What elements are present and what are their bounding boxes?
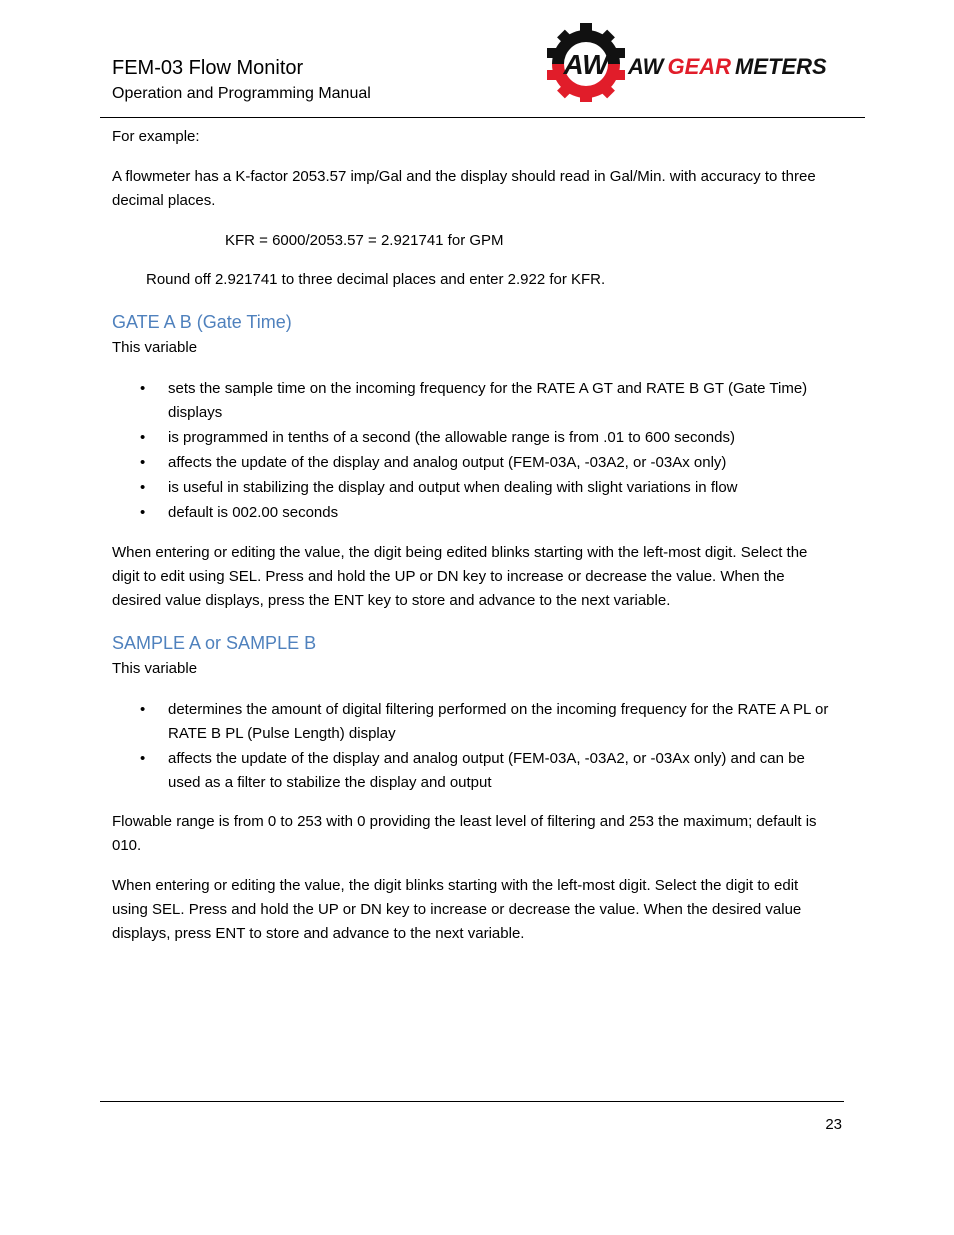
logo-brand-gear: GEAR bbox=[667, 54, 732, 79]
gate-intro: This variable bbox=[112, 339, 198, 356]
list-item: • affects the update of the display and analog output (FEM-03A, -03A2, or -03Ax only) bbox=[112, 451, 837, 475]
sample-range-text: Flowable range is from 0 to 253 with 0 providing the least level of filtering and 253 the maximum; default is 010. bbox=[112, 813, 817, 854]
list-item: • default is 002.00 seconds bbox=[112, 501, 837, 525]
example-text: A flowmeter has a K-factor 2053.57 imp/Gal and the display should read in Gal/Min. with accuracy to three decimal places. bbox=[112, 168, 816, 209]
page-number: 23 bbox=[825, 1116, 842, 1133]
logo-brand-meters: METERS bbox=[735, 54, 827, 79]
sample-heading: SAMPLE A or SAMPLE B bbox=[112, 633, 317, 653]
gate-bullet-list bbox=[112, 377, 837, 526]
gate-edit-text: When entering or editing the value, the digit being edited blinks starting with the left-most digit. Select the digit to edit using SEL. Press and hold the UP or DN key to increase or decrease the value. When the desired value displays, press the ENT key to store and advance to the next variable. bbox=[112, 544, 808, 609]
footer-divider bbox=[100, 1101, 844, 1102]
logo-brand-aw: AW bbox=[628, 54, 664, 79]
sample-bullet-list bbox=[112, 698, 837, 796]
sample-intro: This variable bbox=[112, 660, 198, 677]
list-item: • affects the update of the display and analog output (FEM-03A, -03A2, or -03Ax only) and can be used as a filter to stabilize the display and output bbox=[112, 747, 837, 795]
kfr-formula: KFR = 6000/2053.57 = 2.921741 for GPM bbox=[225, 232, 504, 249]
document-title: FEM-03 Flow Monitor bbox=[112, 57, 304, 79]
list-item: • is programmed in tenths of a second (the allowable range is from .01 to 600 seconds) bbox=[112, 426, 837, 450]
header-divider bbox=[100, 117, 865, 118]
list-item: • sets the sample time on the incoming frequency for the RATE A GT and RATE B GT (Gate Time) displays bbox=[112, 377, 837, 425]
gate-heading: GATE A B (Gate Time) bbox=[112, 312, 292, 332]
sample-edit-text: When entering or editing the value, the digit blinks starting with the left-most digit. Select the digit to edit using SEL. Press and hold the UP or DN key to increase or decrease the value. When the desired value displays, press ENT to store and advance to the next variable. bbox=[112, 877, 802, 942]
roundoff-text: Round off 2.921741 to three decimal places and enter 2.922 for KFR. bbox=[146, 271, 606, 288]
aw-gear-meters-logo bbox=[546, 22, 836, 102]
list-item: • determines the amount of digital filtering performed on the incoming frequency for the RATE A PL or RATE B PL (Pulse Length) display bbox=[112, 698, 837, 746]
document-subtitle: Operation and Programming Manual bbox=[112, 85, 371, 102]
svg-text:AWGEARMETERS bbox=[627, 54, 827, 79]
logo-letters: AW bbox=[563, 49, 609, 80]
list-item: • is useful in stabilizing the display and output when dealing with slight variations in flow bbox=[112, 476, 837, 500]
example-intro: For example: bbox=[112, 128, 200, 145]
